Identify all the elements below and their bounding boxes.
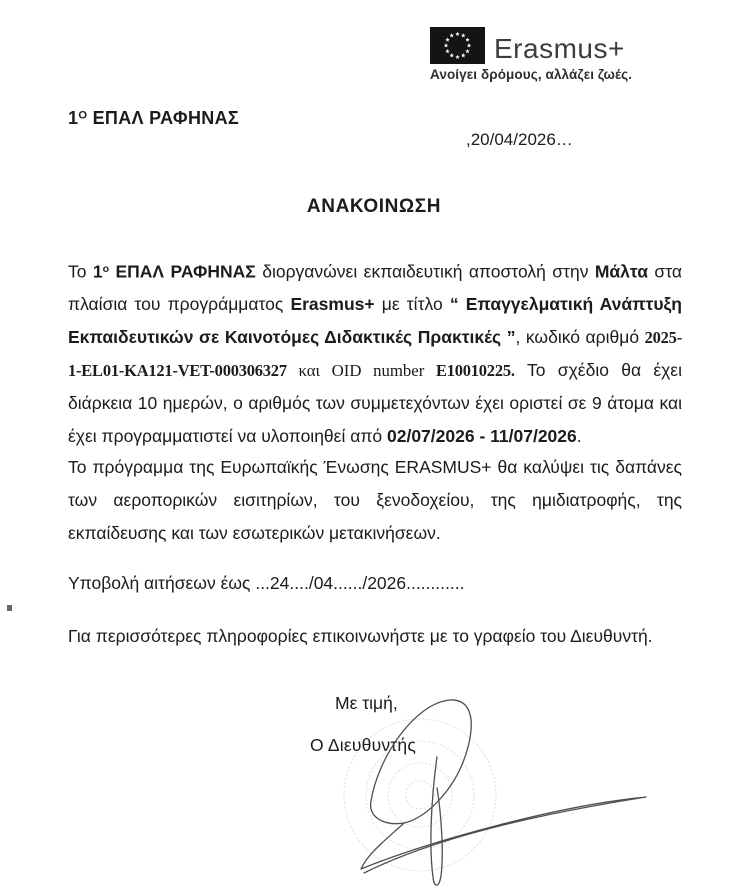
- scan-artifact-dot: [7, 605, 12, 611]
- text-run: .: [576, 426, 582, 447]
- handwritten-signature-icon: [361, 700, 646, 885]
- paragraph-program-details: [68, 253, 682, 453]
- text-run: Υποβολή αιτήσεων έως ...24..../04....../2026............: [68, 573, 465, 593]
- text-run: Το πρόγραμμα της Ευρωπαϊκής Ένωσης ERASMUS+ θα καλύψει τις δαπάνες των αεροπορικών εισιτηρίων, του ξενοδοχείου, της ημιδιατροφής, της εκπαίδευσης και των εσωτερικών μετακινήσεων.: [68, 457, 682, 543]
- paragraph-coverage: [68, 451, 682, 550]
- school-name-prefix: 1: [68, 108, 79, 128]
- document-date: ,20/04/2026…: [466, 130, 573, 149]
- text-run: 02/07/2026 - 11/07/2026: [387, 426, 577, 447]
- paragraph-contact-info: [68, 620, 682, 653]
- closing-signer-title: Ο Διευθυντής: [310, 735, 416, 755]
- text-run: και OID number: [286, 361, 436, 381]
- erasmus-tagline: Ανοίγει δρόμους, αλλάζει ζωές.: [430, 67, 633, 82]
- text-run: 1: [92, 261, 103, 282]
- signature-and-stamp: [340, 683, 670, 890]
- paragraph-application-deadline: [68, 567, 682, 600]
- closing-salutation: Με τιμή,: [335, 693, 398, 713]
- school-name-rest: ΕΠΑΛ ΡΑΦΗΝΑΣ: [87, 108, 239, 128]
- text-run: E10010225.: [435, 361, 515, 381]
- text-run: 2025-1-EL01-KA121-VET-000306327: [68, 328, 682, 381]
- announcement-title: ΑΝΑΚΟΙΝΩΣΗ: [306, 196, 442, 217]
- text-run: “ Επαγγελματική Ανάπτυξη Εκπαιδευτικών σε Καινοτόμες Διδακτικές Πρακτικές ”: [68, 294, 683, 348]
- text-run: ο: [102, 263, 110, 275]
- text-run: Το σχέδιο θα έχει διάρκεια 10 ημερών, ο αριθμός των συμμετεχόντων έχει οριστεί σε 9 άτομα και έχει προγραμματιστεί να υλοποιηθεί από: [68, 360, 682, 447]
- text-run: , κωδικό αριθμό: [515, 327, 645, 348]
- text-run: Μάλτα: [594, 261, 648, 282]
- text-run: ΕΠΑΛ ΡΑΦΗΝΑΣ: [109, 261, 256, 282]
- text-run: στα πλαίσια του προγράμματος: [68, 261, 682, 315]
- erasmus-logo: [430, 27, 633, 82]
- text-run: διοργανώνει εκπαιδευτική αποστολή στην: [255, 261, 595, 282]
- erasmus-wordmark: Erasmus+: [494, 33, 625, 64]
- eu-flag-icon: [430, 27, 485, 64]
- school-name: [68, 108, 239, 129]
- text-run: Το: [68, 261, 93, 282]
- school-name-ordinal: Ο: [78, 109, 88, 122]
- text-run: Για περισσότερες πληροφορίες επικοινωνήστε με το γραφείο του Διευθυντή.: [68, 626, 653, 646]
- text-run: Erasmus+: [290, 294, 375, 315]
- text-run: με τίτλο: [374, 294, 450, 315]
